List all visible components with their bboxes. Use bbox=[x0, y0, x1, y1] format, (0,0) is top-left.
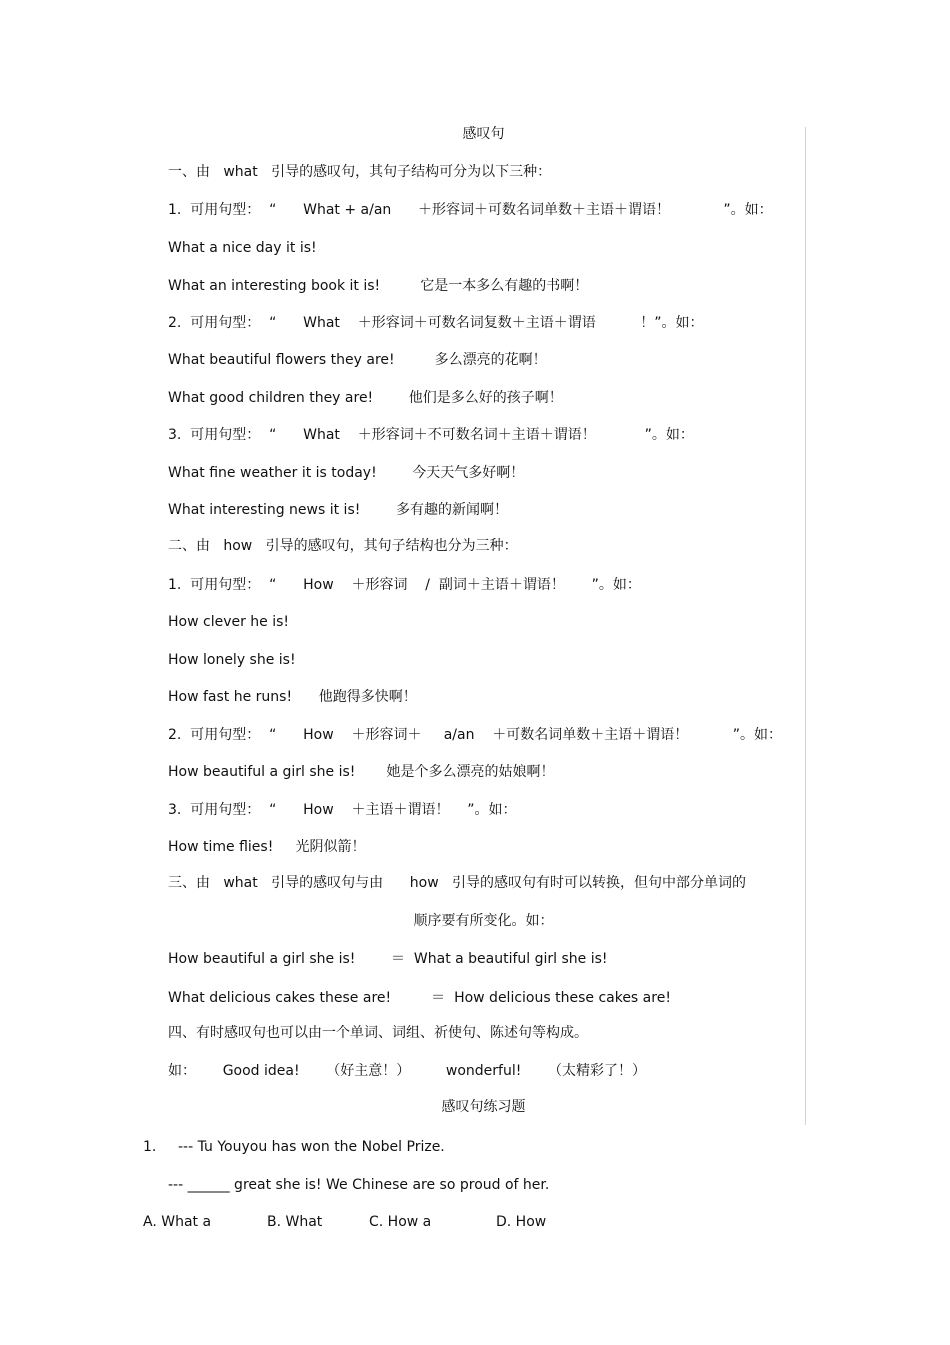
section1-example-2: What an interesting book it is! 它是一本多么有趣的书啊！ bbox=[168, 278, 589, 294]
section2-example-3: How fast he runs! 他跑得多快啊！ bbox=[168, 689, 417, 705]
section1-rule-2: 2. 可用句型： “ What ＋形容词＋可数名词复数＋主语＋谓语 ！”。如： bbox=[168, 315, 704, 331]
section1-example-4: What good children they are! 他们是多么好的孩子啊！ bbox=[168, 390, 563, 406]
question-1-prompt: --- Tu Youyou has won the Nobel Prize. bbox=[178, 1139, 445, 1155]
section1-rule-3: 3. 可用句型： “ What ＋形容词＋不可数名词＋主语＋谓语！ ”。如： bbox=[168, 427, 694, 443]
section2-rule-3: 3. 可用句型： “ How ＋主语＋谓语！ ”。如： bbox=[168, 802, 517, 818]
section4-example: 如： Good idea! （好主意！） wonderful! （太精彩了！） bbox=[168, 1063, 647, 1079]
section2-rule-2: 2. 可用句型： “ How ＋形容词＋ a/an ＋可数名词单数＋主语＋谓语！ ”。如： bbox=[168, 727, 783, 743]
section2-heading: 二、由 how 引导的感叹句，其句子结构也分为三种： bbox=[168, 538, 518, 554]
section1-example-6: What interesting news it is! 多有趣的新闻啊！ bbox=[168, 502, 508, 518]
section2-example-4: How beautiful a girl she is! 她是个多么漂亮的姑娘啊！ bbox=[168, 764, 555, 780]
section2-example-2: How lonely she is! bbox=[168, 652, 296, 668]
section1-example-3: What beautiful flowers they are! 多么漂亮的花啊！ bbox=[168, 352, 547, 368]
margin-rule bbox=[805, 127, 806, 1125]
section1-example-1: What a nice day it is! bbox=[168, 240, 317, 256]
option-b: B. What bbox=[267, 1214, 323, 1230]
section3-example-2: What delicious cakes these are! ＝ How delicious these cakes are! bbox=[168, 990, 671, 1006]
option-c: C. How a bbox=[369, 1214, 432, 1230]
question-1-number: 1. bbox=[143, 1139, 157, 1155]
option-d: D. How bbox=[496, 1214, 547, 1230]
section1-rule-1: 1. 可用句型： “ What + a/an ＋形容词＋可数名词单数＋主语＋谓语！ ”。如： bbox=[168, 202, 773, 218]
section3-heading: 三、由 what 引导的感叹句与由 how 引导的感叹句有时可以转换，但句中部分单词的 bbox=[168, 875, 747, 891]
question-1-blank-line: --- ______ great she is! We Chinese are so proud of her. bbox=[168, 1177, 550, 1193]
section3-example-1: How beautiful a girl she is! ＝ What a beautiful girl she is! bbox=[168, 951, 608, 967]
section4-heading: 四、有时感叹句也可以由一个单词、词组、祈使句、陈述句等构成。 bbox=[168, 1025, 588, 1041]
section2-rule-1: 1. 可用句型： “ How ＋形容词 / 副词＋主语＋谓语！ ”。如： bbox=[168, 577, 641, 593]
section1-heading: 一、由 what 引导的感叹句，其句子结构可分为以下三种： bbox=[168, 164, 552, 180]
page-title: 感叹句 bbox=[462, 126, 505, 142]
section2-example-5: How time flies! 光阴似箭！ bbox=[168, 839, 366, 855]
section1-example-5: What fine weather it is today! 今天天气多好啊！ bbox=[168, 465, 525, 481]
section3-heading-continued: 顺序要有所变化。如： bbox=[413, 913, 554, 929]
exercise-title: 感叹句练习题 bbox=[441, 1099, 526, 1115]
option-a: A. What a bbox=[143, 1214, 212, 1230]
section2-example-1: How clever he is! bbox=[168, 614, 290, 630]
